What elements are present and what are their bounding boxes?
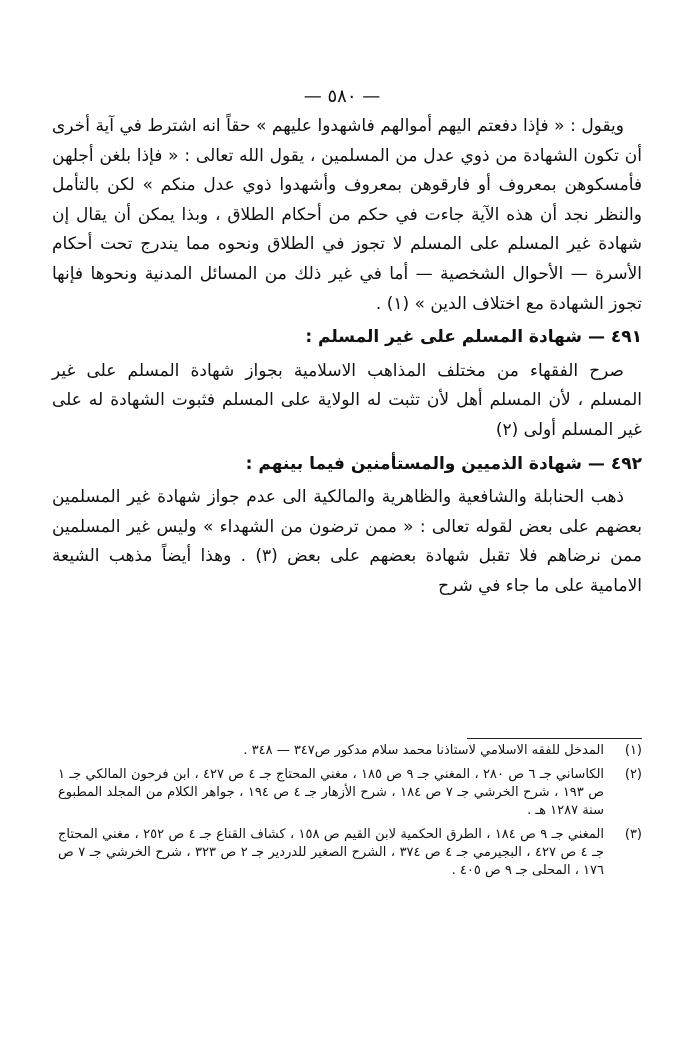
footnote-number: (٣) bbox=[624, 827, 642, 842]
section-heading-491: ٤٩١ — شهادة المسلم على غير المسلم : bbox=[305, 327, 642, 348]
paragraph-1: ويقول : « فإذا دفعتم اليهم أموالهم فاشهدوا عليهم » حقاً انه اشترط في آية أخرى أن تكون الشهادة من ذوي عدل من المسلمين ، يقول الله تعالى : « فإذا بلغن أجلهن فأمسكوهن بمعروف أو فارقوهن بمعروف وأشهدوا ذوي عدل منكم » لكن بالتأمل والنظر نجد أن هذه الآية جاءت في حكم من أحكام الطلاق ، وبذا يمكن أن يقال إن شهادة غير المسلم على المسلم لا تجوز في الطلاق ونحوه مما يندرج تحت أحكام الأسرة — الأحوال الشخصية — أما في غير ذلك من المسائل المدنية ونحوها فإنها تجوز الشهادة مع اختلاف الدين » (١) . bbox=[52, 116, 642, 314]
footnotes bbox=[58, 742, 642, 886]
footnote-line: الكاساني جـ ٦ ص ٢٨٠ ، المغني جـ ٩ ص ١٨٥ ، مغني المحتاج جـ ٤ ص ٤٢٧ ، ابن فرحون المالكي جـ ١ ص ١٩٣ ، شرح الخرشي جـ ٧ ص ١٨٤ ، شرح الأزهار جـ ٤ ص ١٩٤ ، جواهر الكلام من المجلد المطبوع سنة ١٢٨٧ هـ . bbox=[58, 767, 605, 818]
section-heading-492: ٤٩٢ — شهادة الذميين والمستأمنين فيما بينهم : bbox=[245, 453, 642, 474]
footnote-line: المدخل للفقه الاسلامي لاستاذنا محمد سلام مدكور ص٣٤٧ — ٣٤٨ . bbox=[243, 743, 604, 758]
footnote-text bbox=[58, 826, 604, 880]
footnote bbox=[58, 742, 642, 760]
footnote bbox=[58, 826, 642, 880]
footnote-line: المغني جـ ٩ ص ١٨٤ ، الطرق الحكمية لابن القيم ص ١٥٨ ، كشاف القناع جـ ٤ ص ٢٥٢ ، مغني المحتاج جـ ٤ ص ٤٢٧ ، البجيرمي جـ ٤ ص ٣٧٤ ، الشرح الصغير للدردير جـ ٢ ص ٣٢٣ ، شرح الخرشي جـ ٧ ص ١٧٦ ، المحلى جـ ٩ ص ٤٠٥ . bbox=[58, 827, 605, 878]
footnote-number: (٢) bbox=[624, 767, 642, 782]
footnote-text bbox=[58, 766, 604, 820]
footnote-text bbox=[58, 742, 604, 760]
paragraph-3: ذهب الحنابلة والشافعية والظاهرية والمالكية الى عدم جواز شهادة غير المسلمين بعضهم على بعض لقوله تعالى : « ممن ترضون من الشهداء » وليس غير المسلمين ممن نرضاهم فلا تقبل شهادة بعضهم على بعض (٣) . وهذا أيضاً مذهب الشيعة الامامية على ما جاء في شرح bbox=[52, 487, 642, 596]
footnote-number: (١) bbox=[624, 743, 642, 758]
footnote-divider bbox=[467, 738, 642, 739]
main-text bbox=[52, 112, 642, 602]
page-number: — ٥٨٠ — bbox=[303, 86, 381, 107]
footnote bbox=[58, 766, 642, 820]
paragraph-2: صرح الفقهاء من مختلف المذاهب الاسلامية بجواز شهادة المسلم على غير المسلم ، لأن المسلم أهل لأن تثبت له الولاية على المسلم فثبوت الشهادة له على غير المسلم أولى (٢) bbox=[52, 360, 642, 440]
